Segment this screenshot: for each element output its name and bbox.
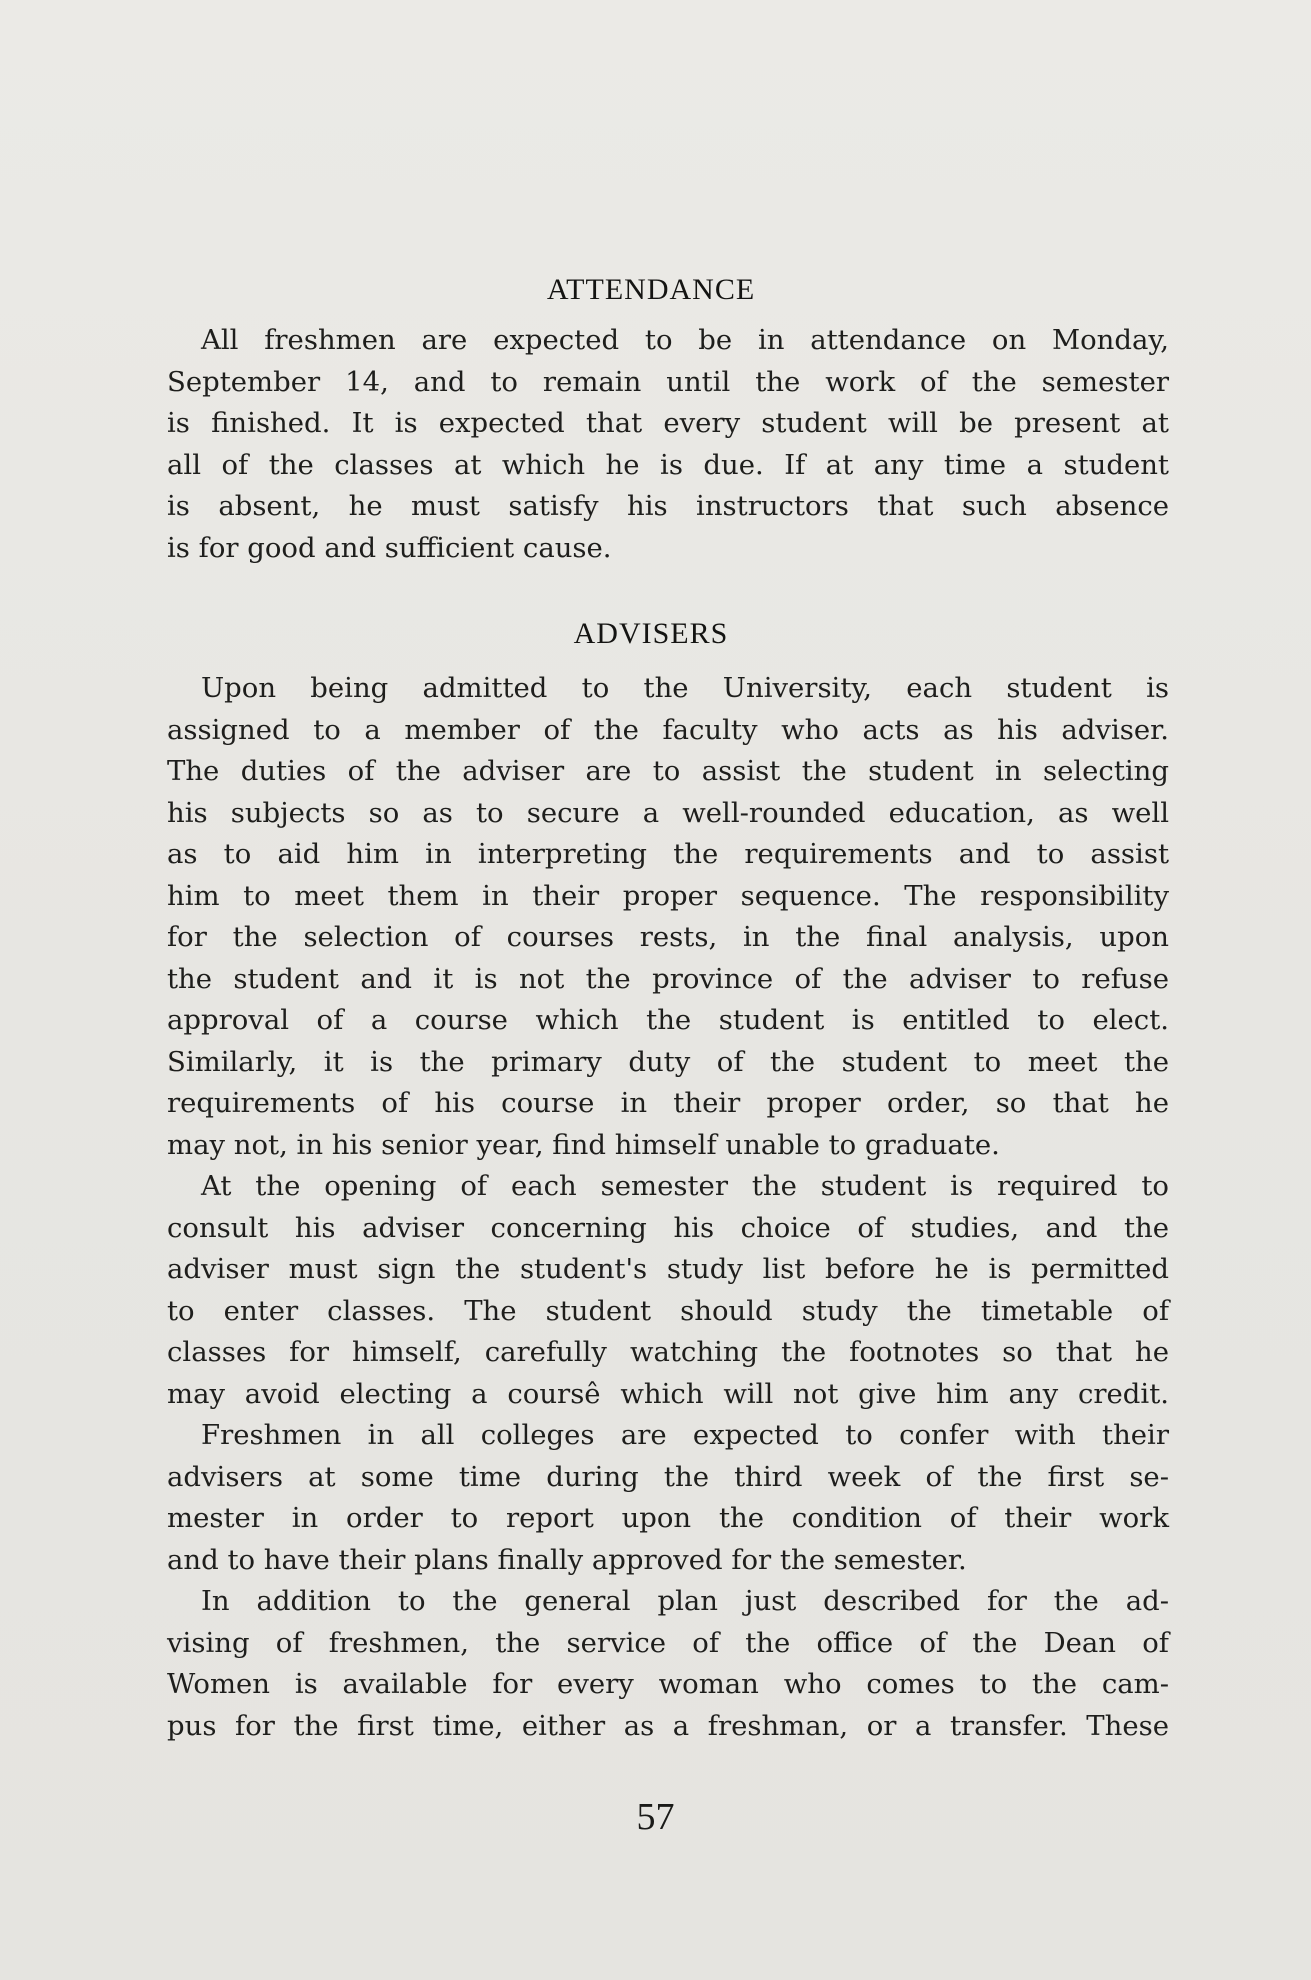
text-line: pus for the first time, either as a freshman, or a transfer. These <box>167 1709 1169 1742</box>
text-line: vising of freshmen, the service of the office of the Dean of <box>167 1626 1169 1659</box>
text-line: as to aid him in interpreting the requirements and to assist <box>167 838 1169 870</box>
text-line: Women is available for every woman who comes to the cam- <box>167 1668 1169 1700</box>
text-line: consult his adviser concerning his choice of studies, and the <box>167 1211 1169 1244</box>
text-line: for the selection of courses rests, in the final analysis, upon <box>167 921 1169 953</box>
advisers-paragraph-2 <box>133 1166 1169 1415</box>
text-line: may avoid electing a coursê which will not give him any credit. <box>167 1377 1169 1410</box>
section-heading-attendance: ATTENDANCE <box>546 273 756 306</box>
text-line: Similarly, it is the primary duty of the student to meet the <box>167 1045 1169 1078</box>
text-line: The duties of the adviser are to assist the student in selecting <box>167 755 1169 787</box>
text-line: to enter classes. The student should study the timetable of <box>167 1294 1169 1327</box>
advisers-paragraph-4 <box>133 1581 1169 1747</box>
text-line: At the opening of each semester the student is required to <box>201 1170 1169 1202</box>
section-heading-advisers: ADVISERS <box>573 617 729 650</box>
text-line: is finished. It is expected that every student will be present at <box>167 407 1169 439</box>
text-line: advisers at some time during the third week of the first se- <box>167 1460 1169 1493</box>
text-line: adviser must sign the student's study list before he is permitted <box>167 1253 1169 1285</box>
page-number: 57 <box>636 1796 675 1838</box>
text-line: September 14, and to remain until the work of the semester <box>167 365 1169 398</box>
text-line: approval of a course which the student is entitled to elect. <box>167 1004 1169 1036</box>
advisers-paragraph-3 <box>133 1415 1169 1581</box>
page-body <box>133 250 1169 1747</box>
text-line: is absent, he must satisfy his instructors that such absence <box>167 490 1169 522</box>
text-line: and to have their plans finally approved for the semester. <box>167 1543 967 1576</box>
text-line: mester in order to report upon the condition of their work <box>167 1502 1169 1534</box>
advisers-paragraph-1 <box>133 668 1169 1166</box>
text-line: Upon being admitted to the University, each student is <box>201 672 1169 704</box>
text-line: him to meet them in their proper sequence. The responsibility <box>167 879 1169 912</box>
text-line: assigned to a member of the faculty who acts as his adviser. <box>167 713 1169 746</box>
text-line: the student and it is not the province of the adviser to refuse <box>167 962 1169 995</box>
text-line: Freshmen in all colleges are expected to confer with their <box>201 1419 1169 1451</box>
text-line: requirements of his course in their proper order, so that he <box>167 1087 1169 1119</box>
text-line: all of the classes at which he is due. If at any time a student <box>167 448 1169 481</box>
text-line: is for good and sufficient cause. <box>167 531 612 564</box>
attendance-paragraph <box>133 320 1169 569</box>
text-line: his subjects so as to secure a well-rounded education, as well <box>167 796 1169 829</box>
text-line: classes for himself, carefully watching the footnotes so that he <box>167 1336 1169 1368</box>
text-line: may not, in his senior year, find himself unable to graduate. <box>167 1128 1000 1161</box>
text-line: All freshmen are expected to be in attendance on Monday, <box>201 324 1169 356</box>
text-line: In addition to the general plan just described for the ad- <box>201 1585 1169 1617</box>
